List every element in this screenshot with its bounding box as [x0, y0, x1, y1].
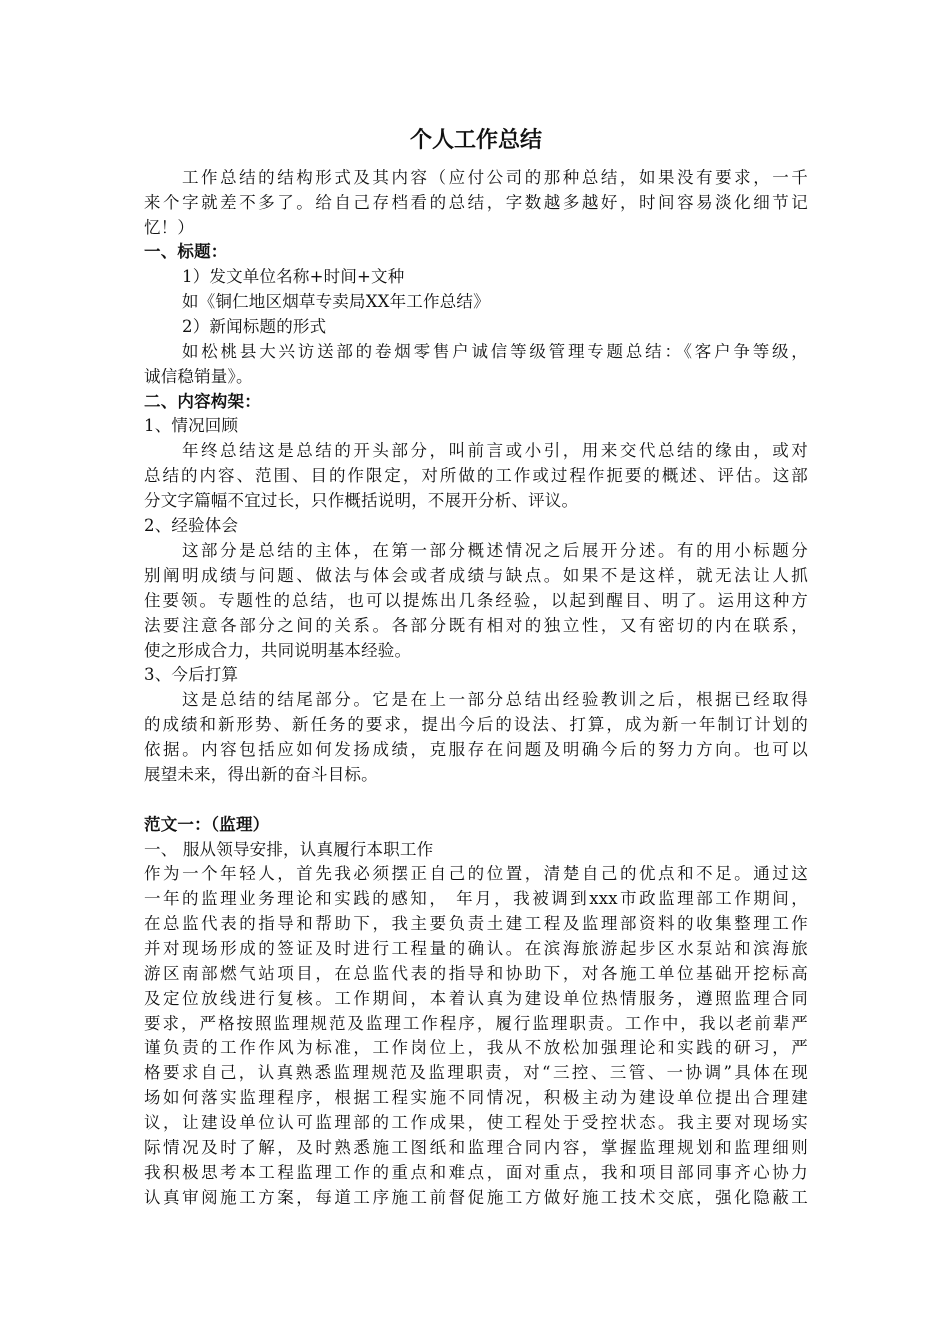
text-line: 忆！）	[144, 218, 195, 237]
text-line: 1）发文单位名称+时间+文种	[182, 267, 405, 286]
section-heading: 二、内容构架：	[144, 392, 261, 411]
text-line: 并对现场形成的签证及时进行工程量的确认。在滨海旅游起步区水泵站和滨海旅	[144, 939, 808, 958]
document-title: 个人工作总结	[409, 128, 542, 153]
text-line: 2）新闻标题的形式	[182, 317, 327, 336]
text-line: 如《铜仁地区烟草专卖局XX年工作总结》	[182, 292, 490, 311]
text-line: 法要注意各部分之间的关系。各部分既有相对的独立性，又有密切的内在联系，	[144, 616, 808, 635]
text-line: 及定位放线进行复核。工作期间，本着认真为建设单位热情服务，遵照监理合同	[144, 989, 808, 1008]
text-line: 诚信稳销量》。	[144, 367, 253, 386]
text-line: 一年的监理业务理论和实践的感知， 年月，我被调到xxx市政监理部工作期间，	[144, 889, 808, 908]
text-line: 总结的内容、范围、目的作限定，对所做的工作或过程作扼要的概述、评估。这部	[144, 466, 808, 485]
text-line: 展望未来，得出新的奋斗目标。	[144, 765, 378, 784]
text-line: 一、 服从领导安排，认真履行本职工作	[144, 840, 434, 859]
text-line: 场如何落实监理程序，根据工程实施不同情况，积极主动为建设单位提出合理建	[144, 1088, 808, 1107]
text-line: 谨负责的工作作风为标准，工作岗位上，我从不放松加强理论和实践的研习，严	[144, 1038, 808, 1057]
text-line: 这部分是总结的主体，在第一部分概述情况之后展开分述。有的用小标题分	[182, 541, 808, 560]
text-line: 别阐明成绩与问题、做法与体会或者成绩与缺点。如果不是这样，就无法让人抓	[144, 566, 808, 585]
text-line: 我积极思考本工程监理工作的重点和难点，面对重点，我和项目部同事齐心协力	[144, 1163, 808, 1182]
text-line: 工作总结的结构形式及其内容（应付公司的那种总结，如果没有要求，一千	[182, 168, 808, 187]
text-line: 如松桃县大兴访送部的卷烟零售户诚信等级管理专题总结：《客户争等级，	[182, 342, 808, 361]
text-line: 依据。内容包括应如何发扬成绩，克服存在问题及明确今后的努力方向。也可以	[144, 740, 808, 759]
text-line: 这是总结的结尾部分。它是在上一部分总结出经验教训之后，根据已经取得	[182, 690, 808, 709]
text-line: 1、情况回顾	[144, 416, 239, 435]
text-line: 使之形成合力，共同说明基本经验。	[144, 641, 412, 660]
text-line: 在总监代表的指导和帮助下，我主要负责土建工程及监理部资料的收集整理工作	[144, 914, 808, 933]
text-line: 分文字篇幅不宜过长，只作概括说明，不展开分析、评议。	[144, 491, 579, 510]
text-line: 来个字就差不多了。给自己存档看的总结，字数越多越好，时间容易淡化细节记	[144, 193, 808, 212]
text-line: 作为一个年轻人，首先我必须摆正自己的位置，清楚自己的优点和不足。通过这	[144, 864, 808, 883]
text-line: 3、今后打算	[144, 665, 239, 684]
text-line: 的成绩和新形势、新任务的要求，提出今后的设法、打算，成为新一年制订计划的	[144, 715, 808, 734]
text-line: 认真审阅施工方案，每道工序施工前督促施工方做好施工技术交底，强化隐蔽工	[144, 1188, 808, 1207]
text-line: 际情况及时了解，及时熟悉施工图纸和监理合同内容，掌握监理规划和监理细则	[144, 1138, 808, 1157]
section-heading: 范文一：（监理）	[144, 815, 270, 834]
text-line: 游区南部燃气站项目，在总监代表的指导和协助下，对各施工单位基础开挖标高	[144, 964, 808, 983]
text-line: 要求，严格按照监理规范及监理工作程序，履行监理职责。工作中，我以老前辈严	[144, 1014, 808, 1033]
text-line: 年终总结这是总结的开头部分，叫前言或小引，用来交代总结的缘由，或对	[182, 441, 808, 460]
text-line: 2、经验体会	[144, 516, 239, 535]
text-line: 议，让建设单位认可监理部的工作成果，使工程处于受控状态。我主要对现场实	[144, 1113, 808, 1132]
section-heading: 一、标题：	[144, 242, 228, 261]
text-line: 住要领。专题性的总结，也可以提炼出几条经验，以起到醒目、明了。运用这种方	[144, 591, 808, 610]
text-line: 格要求自己，认真熟悉监理规范及监理职责，对“三控、三管、一协调”具体在现	[144, 1063, 808, 1082]
